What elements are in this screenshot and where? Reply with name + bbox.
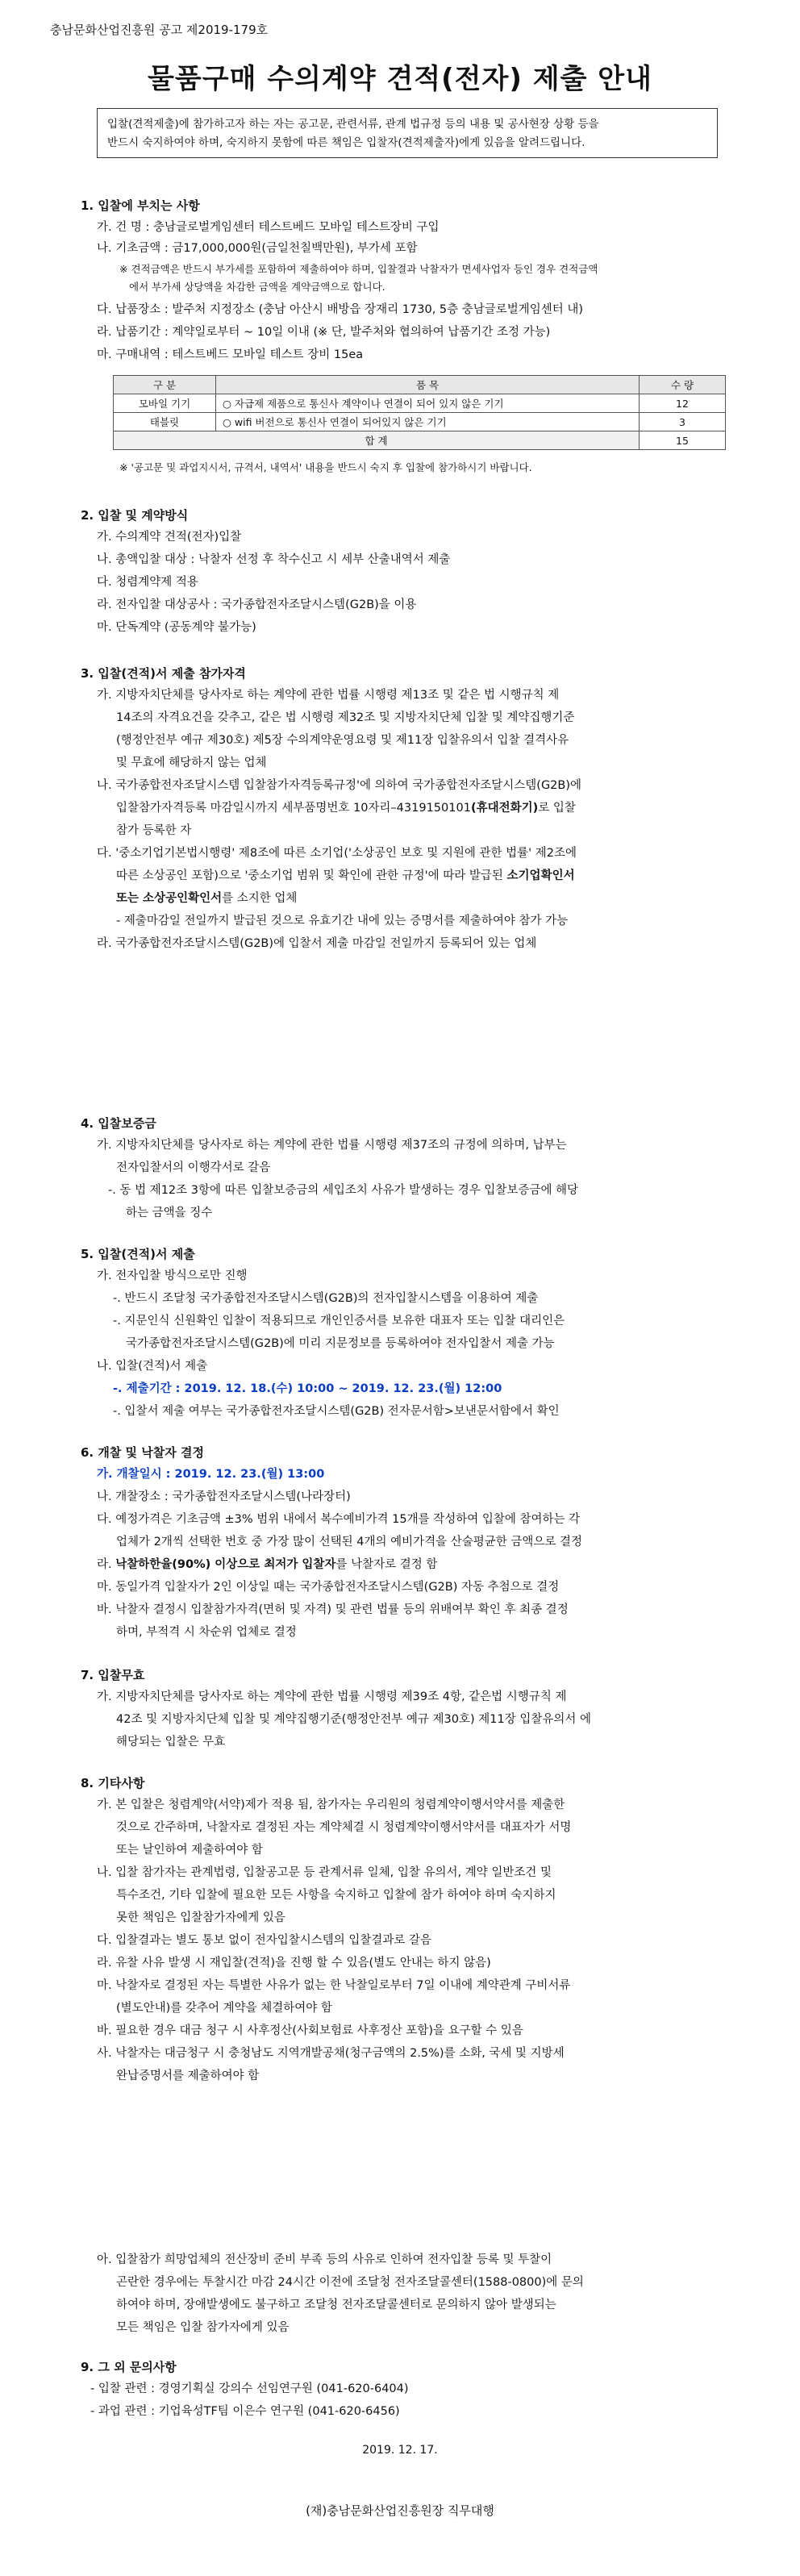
table-header-cell: 구 분 — [114, 376, 216, 394]
s8-item-h: 하여야 하며, 장애발생에도 불구하고 조달청 전자조달콜센터로 문의하지 않아 발생되는 — [116, 2299, 556, 2311]
s3-item-c — [116, 868, 575, 884]
document-title: 물품구매 수의계약 견적(전자) 제출 안내 — [148, 63, 652, 95]
s4-item-b: -. 동 법 제12조 3항에 따른 입찰보증금의 세입조치 사유가 발생하는 경우 입찰보증금에 해당 — [108, 1184, 579, 1197]
s8-item-g: 사. 낙찰자는 대금청구 시 충청남도 지역개발공채(청구금액의 2.5%)를 소화, 국세 및 지방세 — [97, 2047, 565, 2060]
s8-item-f: 바. 필요한 경우 대금 청구 시 사후정산(사회보험료 사후정산 포함)을 요구할 수 있음 — [97, 2024, 523, 2037]
notice-number: 충남문화산업진흥원 공고 제2019-179호 — [50, 23, 269, 37]
section-9-heading: 9. 그 외 문의사항 — [81, 2360, 177, 2374]
section-4-heading: 4. 입찰보증금 — [81, 1116, 156, 1131]
s8-item-g: 완납증명서를 제출하여야 함 — [116, 2070, 260, 2082]
purchase-items-table — [113, 375, 726, 450]
s3-item-b: 나. 국가종합전자조달시스템 입찰참가자격등록규정'에 의하여 국가종합전자조달시스템(G2B)에 — [97, 779, 582, 792]
table-total-label: 합 계 — [114, 431, 640, 450]
table-cell: ○ 자급제 제품으로 통신사 계약이나 연결이 되어 있지 않은 기기 — [216, 394, 640, 413]
s3-item-d: 라. 국가종합전자조달시스템(G2B)에 입찰서 제출 마감일 전일까지 등록되어 있는 업체 — [97, 937, 537, 950]
s3-item-a: 14조의 자격요건을 갖추고, 같은 법 시행령 제32조 및 지방자치단체 입찰 및 계약집행기준 — [116, 711, 575, 724]
table-cell: 태블릿 — [114, 413, 216, 431]
s6-d-text: 라. — [97, 1558, 116, 1571]
intro-line: 반드시 숙지하여야 하며, 숙지하지 못함에 따른 책임은 입찰자(견적제출자)에게 있음을 알려드립니다. — [107, 136, 585, 149]
s6-item-b: 나. 개찰장소 : 국가종합전자조달시스템(나라장터) — [97, 1490, 351, 1503]
s6-d-emphasis: 낙찰하한율(90%) 이상으로 최저가 입찰자 — [115, 1558, 336, 1571]
s8-item-e: 마. 낙찰자로 결정된 자는 특별한 사유가 없는 한 낙찰일로부터 7일 이내에 계약관계 구비서류 — [97, 1979, 571, 1992]
s2-item: 라. 전자입찰 대상공사 : 국가종합전자조달시스템(G2B)을 이용 — [97, 598, 417, 611]
table-cell: 모바일 기기 — [114, 394, 216, 413]
s1-item-a: 가. 건 명 : 충남글로벌게임센터 테스트베드 모바일 테스트장비 구입 — [97, 221, 440, 234]
s3-item-a: 및 무효에 해당하지 않는 업체 — [116, 757, 267, 769]
s3-c-text: 를 소지한 업체 — [222, 892, 298, 905]
s6-d-text: 를 낙찰자로 결정 함 — [335, 1558, 438, 1571]
s1-table-note: ※ '공고문 및 과업지시서, 규격서, 내역서' 내용을 반드시 숙지 후 입찰에 참가하시기 바랍니다. — [119, 461, 532, 473]
section-5-heading: 5. 입찰(견적)서 제출 — [81, 1247, 195, 1261]
table-cell: 3 — [640, 413, 726, 431]
s3-item-a: 가. 지방자치단체를 당사자로 하는 계약에 관한 법률 시행령 제13조 및 같은 법 시행규칙 제 — [97, 689, 560, 702]
s7-item-a: 42조 및 지방자치단체 입찰 및 계약집행기준(행정안전부 예규 제30호) 제11장 입찰유의서 에 — [116, 1713, 591, 1726]
s5-item-a-sub: -. 반드시 조달청 국가종합전자조달시스템(G2B)의 전자입찰시스템을 이용하여 제출 — [113, 1292, 539, 1305]
s6-item-f: 하며, 부적격 시 차순위 업체로 결정 — [116, 1626, 297, 1639]
issuing-organization: (재)충남문화산업진흥원장 직무대행 — [306, 2503, 494, 2518]
s3-b-emphasis: (휴대전화기) — [470, 802, 539, 815]
s6-item-c: 다. 예정가격은 기초금액 ±3% 범위 내에서 복수예비가격 15개를 작성하여 입찰에 참여하는 각 — [97, 1513, 581, 1526]
s6-item-d — [97, 1557, 437, 1573]
intro-notice-box — [97, 108, 718, 158]
table-total-row — [114, 431, 726, 450]
document-date: 2019. 12. 17. — [362, 2444, 438, 2457]
s3-b-text: 로 입찰 — [538, 802, 576, 815]
table-header-row — [114, 376, 726, 394]
s3-c-emphasis: 또는 소상공인확인서 — [116, 892, 223, 905]
s3-b-text: 입찰참가자격등록 마감일시까지 세부품명번호 10자리–4319150101 — [116, 802, 471, 815]
table-total-value: 15 — [640, 431, 726, 450]
s1-note: ※ 견적금액은 반드시 부가세를 포함하여 제출하여야 하며, 입찰결과 낙찰자가 면세사업자 등인 경우 견적금액 — [119, 263, 598, 275]
s5-item-a: 가. 전자입찰 방식으로만 진행 — [97, 1269, 248, 1282]
s2-item: 가. 수의계약 견적(전자)입찰 — [97, 531, 242, 544]
section-2-heading: 2. 입찰 및 계약방식 — [81, 508, 189, 523]
section-6-heading: 6. 개찰 및 낙찰자 결정 — [81, 1445, 204, 1460]
s2-item: 마. 단독계약 (공동계약 불가능) — [97, 621, 256, 634]
s4-item-a: 전자입찰서의 이행각서로 갈음 — [116, 1161, 271, 1174]
s8-item-a: 것으로 간주하며, 낙찰자로 결정된 자는 계약체결 시 청렴계약이행서약서를 대표자가 서명 — [116, 1821, 572, 1834]
table-cell: ○ wifi 버전으로 통신사 연결이 되어있지 않은 기기 — [216, 413, 640, 431]
s8-item-a: 또는 날인하여 제출하여야 함 — [116, 1844, 263, 1857]
table-header-cell: 수 량 — [640, 376, 726, 394]
s8-item-h: 곤란한 경우에는 투찰시간 마감 24시간 이전에 조달청 전자조달콜센터(1588-0800)에 문의 — [116, 2276, 584, 2289]
s3-item-c-note: - 제출마감일 전일까지 발급된 것으로 유효기간 내에 있는 증명서를 제출하여야 참가 가능 — [116, 915, 569, 927]
section-1-heading: 1. 입찰에 부치는 사항 — [81, 198, 200, 213]
s5-submission-period: -. 제출기간 : 2019. 12. 18.(수) 10:00 ~ 2019. 12. 23.(월) 12:00 — [113, 1382, 502, 1395]
table-row — [114, 413, 726, 431]
s8-item-b: 못한 책임은 입찰참가자에게 있음 — [116, 1911, 285, 1924]
s5-item-a-sub: 국가종합전자조달시스템(G2B)에 미리 지문정보를 등록하여야 전자입찰서 제출 가능 — [126, 1337, 555, 1350]
table-row — [114, 394, 726, 413]
s6-item-f: 바. 낙찰자 결정시 입찰참가자격(면허 및 자격) 및 관련 법률 등의 위배여부 확인 후 최종 결정 — [97, 1603, 569, 1616]
s3-item-b — [116, 800, 576, 816]
s1-note: 에서 부가세 상당액을 차감한 금액을 계약금액으로 합니다. — [129, 281, 385, 293]
s3-c-emphasis: 소기업확인서 — [506, 869, 575, 882]
s8-item-c: 다. 입찰결과는 별도 통보 없이 전자입찰시스템의 입찰결과로 갈음 — [97, 1934, 432, 1947]
s8-item-b: 특수조건, 기타 입찰에 필요한 모든 사항을 숙지하고 입찰에 참가 하여야 하며 숙지하지 — [116, 1889, 556, 1902]
s5-item-b: 나. 입찰(견적)서 제출 — [97, 1360, 208, 1373]
s5-item-a-sub: -. 지문인식 신원확인 입찰이 적용되므로 개인인증서를 보유한 대표자 또는 입찰 대리인은 — [113, 1315, 565, 1328]
s5-item-b-sub: -. 입찰서 제출 여부는 국가종합전자조달시스템(G2B) 전자문서함>보낸문서함에서 확인 — [113, 1405, 560, 1418]
s1-item-b: 나. 기초금액 : 금17,000,000원(금일천칠백만원), 부가세 포함 — [97, 242, 418, 255]
s9-contact-task: - 과업 관련 : 기업육성TF팀 이은수 연구원 (041-620-6456) — [90, 2405, 400, 2418]
s3-item-a: (행정안전부 예규 제30호) 제5장 수의계약운영요령 및 제11장 입찰유의서 입찰 결격사유 — [116, 734, 569, 747]
s8-item-h: 아. 입찰참가 희망업체의 전산장비 준비 부족 등의 사유로 인하여 전자입찰 등록 및 투찰이 — [97, 2253, 552, 2266]
s7-item-a: 해당되는 입찰은 무효 — [116, 1736, 226, 1749]
s8-item-e: (별도안내)를 갖추어 계약을 체결하여야 함 — [116, 2002, 332, 2015]
intro-line: 입찰(견적제출)에 참가하고자 하는 자는 공고문, 관련서류, 관계 법규정 등의 내용 및 공사현장 상황 등을 — [107, 118, 599, 131]
section-8-heading: 8. 기타사항 — [81, 1776, 145, 1790]
s2-item: 나. 총액입찰 대상 : 낙찰자 선정 후 착수신고 시 세부 산출내역서 제출 — [97, 553, 451, 566]
s7-item-a: 가. 지방자치단체를 당사자로 하는 계약에 관한 법률 시행령 제39조 4항, 같은법 시행규칙 제 — [97, 1690, 567, 1703]
s6-item-c: 업체가 2개씩 선택한 번호 중 가장 많이 선택된 4개의 예비가격을 산술평균한 금액으로 결정 — [116, 1536, 583, 1549]
s4-item-a: 가. 지방자치단체를 당사자로 하는 계약에 관한 법률 시행령 제37조의 규정에 의하며, 납부는 — [97, 1139, 567, 1152]
section-3-heading: 3. 입찰(견적)서 제출 참가자격 — [81, 666, 246, 681]
s4-item-b: 하는 금액을 징수 — [126, 1207, 213, 1219]
s8-item-h: 모든 책임은 입찰 참가자에게 있음 — [116, 2321, 290, 2334]
s8-item-d: 라. 유찰 사유 발생 시 재입찰(견적)을 진행 할 수 있음(별도 안내는 하지 않음) — [97, 1957, 491, 1970]
s8-item-b: 나. 입찰 참가자는 관계법령, 입찰공고문 등 관계서류 일체, 입찰 유의서, 계약 일반조건 및 — [97, 1866, 552, 1879]
s3-item-c: 다. '중소기업기본법시행령' 제8조에 따른 소기업('소상공인 보호 및 지원에 관한 법률' 제2조에 — [97, 847, 577, 860]
s3-c-text: 따른 소상공인 포함)으로 '중소기업 범위 및 확인에 관한 규정'에 따라 발급된 — [116, 869, 507, 882]
s2-item: 다. 청렴계약제 적용 — [97, 576, 198, 589]
s8-item-a: 가. 본 입찰은 청렴계약(서약)제가 적용 됨, 참가자는 우리원의 청렴계약이행서약서를 제출한 — [97, 1799, 565, 1811]
s3-item-b: 참가 등록한 자 — [116, 824, 192, 837]
s9-contact-bid: - 입찰 관련 : 경영기획실 강의수 선임연구원 (041-620-6404) — [90, 2382, 409, 2395]
s1-item-c: 다. 납품장소 : 발주처 지정장소 (충남 아산시 배방읍 장재리 1730, 5층 충남글로벌게임센터 내) — [97, 303, 584, 316]
s1-item-e: 마. 구매내역 : 테스트베드 모바일 테스트 장비 15ea — [97, 348, 364, 361]
table-header-cell: 품 목 — [216, 376, 640, 394]
s6-item-e: 마. 동일가격 입찰자가 2인 이상일 때는 국가종합전자조달시스템(G2B) 자동 추첨으로 결정 — [97, 1581, 560, 1594]
s6-opening-datetime: 가. 개찰일시 : 2019. 12. 23.(월) 13:00 — [97, 1468, 325, 1481]
table-cell: 12 — [640, 394, 726, 413]
s1-item-d: 라. 납품기간 : 계약일로부터 ~ 10일 이내 (※ 단, 발주처와 협의하여 납품기간 조정 가능) — [97, 326, 551, 339]
s3-item-c — [116, 890, 297, 907]
section-7-heading: 7. 입찰무효 — [81, 1668, 145, 1682]
